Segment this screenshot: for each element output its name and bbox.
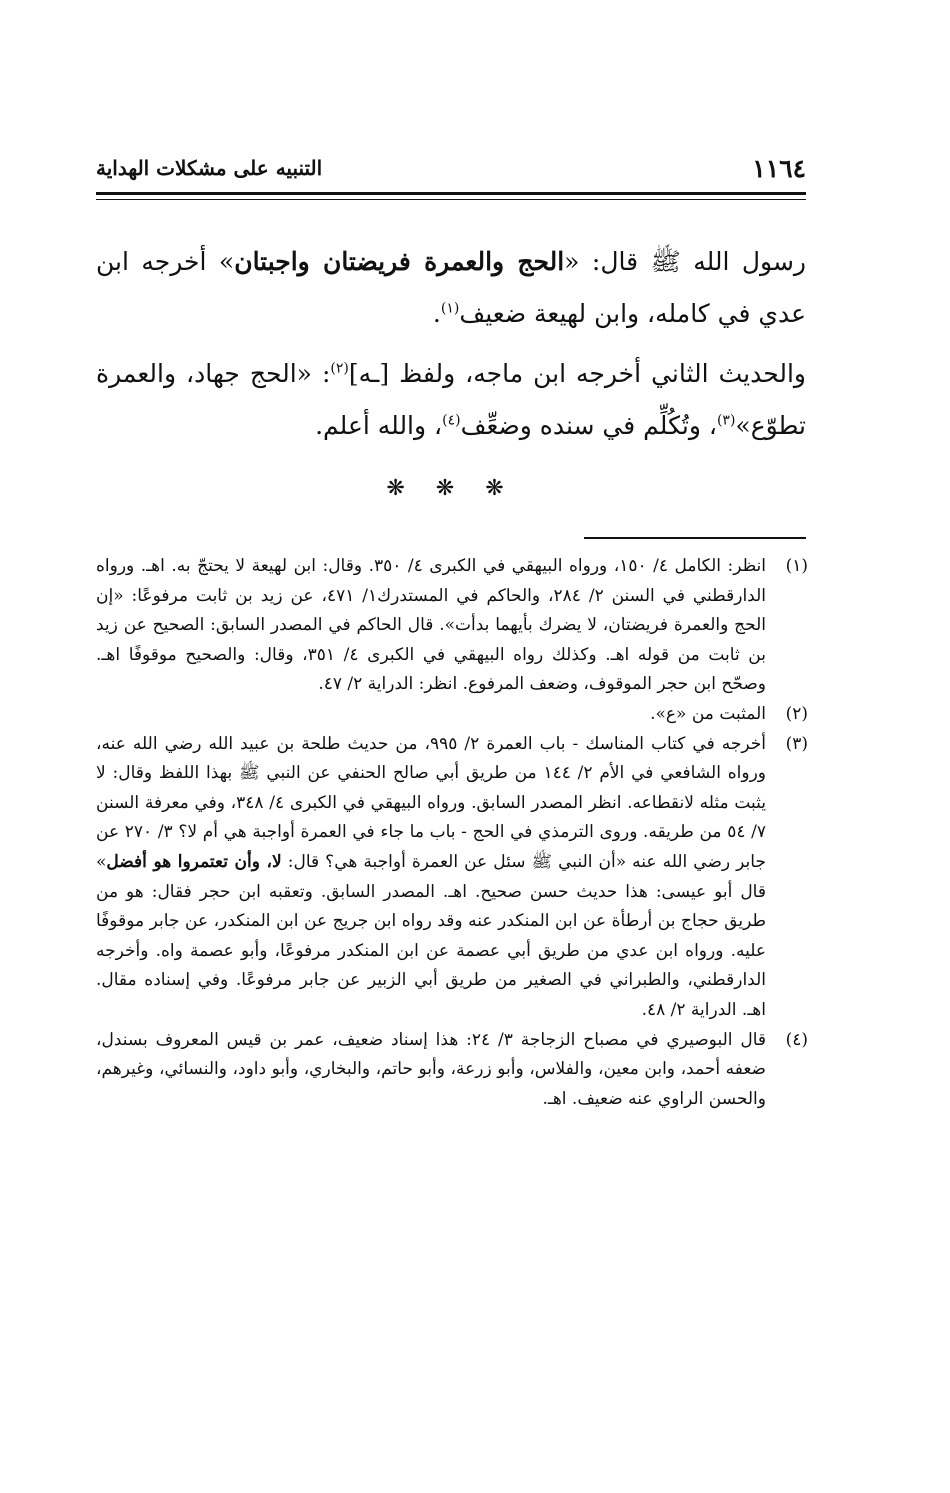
footnote-3 [96, 730, 808, 1026]
header-rule-thin [96, 199, 806, 200]
footnote-ref-3[interactable]: (٣) [716, 412, 736, 429]
paragraph-1: رسول الله ﷺ قال: «الحج والعمرة فريضتان واجبتان» أخرجه ابن عدي في كامله، وابن لهيعة ضعيف$^{(١)}$. [96, 247, 806, 328]
footnote-bold-quote: لا، وأن تعتمروا هو أفضل [106, 851, 282, 872]
footnote-divider [584, 537, 806, 539]
paragraph-2: والحديث الثاني أخرجه ابن ماجه، ولفظ [ـه]$^{(٢)}$: «الحج جهاد، والعمرة تطوّع»$^{(٣)}$، وتُكُلِّم في سنده وضعِّف$^{(٤)}$، والله أعلم. [96, 359, 806, 440]
footnote-4 [96, 1026, 808, 1115]
footnotes [96, 552, 808, 1114]
hadith-quote: الحج والعمرة فريضتان واجبتان [234, 247, 565, 276]
page-header [96, 148, 806, 188]
main-text [96, 236, 806, 460]
header-rule-thick [96, 192, 806, 195]
footnote-1 [96, 552, 808, 700]
running-title: التنبيه على مشكلات الهداية [96, 156, 323, 180]
footnote-text: أخرجه في كتاب المناسك - باب العمرة ٢/ ٩٩٥، من حديث طلحة بن عبيد الله رضي الله عنه، ورواه الشافعي في الأم ٢/ ١٤٤ من طريق أبي صالح الحنفي عن النبي ﷺ بهذا اللفظ وقال: لا يثبت مثله لانقطاعه. انظر المصدر السابق. ورواه البيهقي في الكبرى ٤/ ٣٤٨، وفي معرفة السنن ٧/ ٥٤ من طريقه. وروى الترمذي في الحج - باب ما جاء في العمرة أواجبة هي أم لا؟ ٣/ ٢٧٠ عن جابر رضي الله عنه «أن النبي ﷺ سئل عن العمرة أواجبة هي؟ قال: [96, 733, 767, 872]
footnote-ref-4[interactable]: (٤) [442, 412, 461, 429]
footnote-text: قال البوصيري في مصباح الزجاجة ٣/ ٢٤: هذا إسناد ضعيف، عمر بن قيس المعروف بسندل، ضعفه أحمد، وابن معين، والفلاس، وأبو زرعة، وأبو حاتم، والبخاري، وأبو داود، والنسائي، وغيرهم، والحسن الراوي عنه ضعيف. اهـ. [96, 1029, 767, 1109]
footnote-ref-1[interactable]: (١) [440, 300, 460, 317]
footnote-text-cont: » قال أبو عيسى: هذا حديث حسن صحيح. اهـ. المصدر السابق. وتعقبه ابن حجر فقال: هو من طريق حجاج بن أرطأة عن ابن المنكدر عنه وقد رواه ابن جريج عن ابن المنكدر، عن جابر موقوفًا عليه. ورواه ابن عدي من طريق أبي عصمة عن ابن المنكدر مرفوعًا، وأبو عصمة واه. وأخرجه الدارقطني، والطبراني في الصغير من طريق أبي الزبير عن جابر مرفوعًا. وفي إسناده مقال. اهـ. الدراية ٢/ ٤٨. [96, 851, 766, 1020]
footnote-number: (٣) [785, 733, 808, 754]
footnote-number: (٢) [785, 703, 808, 724]
page-number: ١١٦٤ [752, 154, 806, 183]
footnote-ref-2[interactable]: (٢) [330, 360, 349, 377]
footnote-text: المثبت من «ع». [650, 703, 766, 724]
footnote-text: انظر: الكامل ٤/ ١٥٠، ورواه البيهقي في الكبرى ٤/ ٣٥٠. وقال: ابن لهيعة لا يحتجّ به. اهـ. ورواه الدارقطني في السنن ٢/ ٢٨٤، والحاكم في المستدرك١/ ٤٧١، عن زيد بن ثابت مرفوعًا: «إن الحج والعمرة فريضتان، لا يضرك بأيهما بدأت». قال الحاكم في المصدر السابق: الصحيح عن زيد بن ثابت من قوله اهـ. وكذلك رواه البيهقي في الكبرى ٤/ ٣٥١، وقال: والصحيح موقوفًا اهـ. وصحّح ابن حجر الموقوف، وضعف المرفوع. انظر: الدراية ٢/ ٤٧. [96, 556, 766, 695]
footnote-2 [96, 700, 808, 730]
footnote-number: (٤) [785, 1029, 808, 1050]
section-separator: ❋ ❋ ❋ [386, 476, 516, 501]
footnote-number: (١) [785, 556, 808, 576]
